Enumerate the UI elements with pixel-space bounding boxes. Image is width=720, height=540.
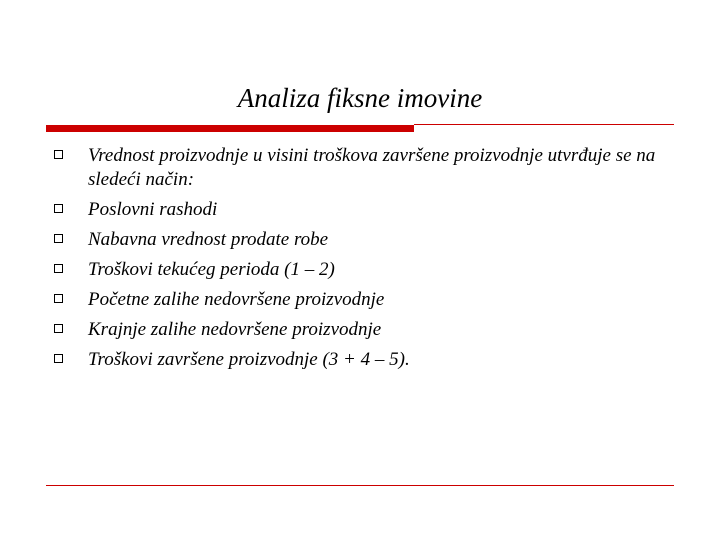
- title-divider-line: [414, 124, 674, 125]
- list-item: [52, 228, 672, 252]
- list-item-text: Troškovi završene proizvodnje (3 + 4 – 5).: [88, 349, 410, 370]
- hollow-square-bullet-icon: [54, 204, 63, 213]
- hollow-square-bullet-icon: [54, 234, 63, 243]
- hollow-square-bullet-icon: [54, 324, 63, 333]
- hollow-square-bullet-icon: [54, 354, 63, 363]
- bullet-list: [52, 144, 672, 378]
- title-accent-bar: [46, 125, 414, 132]
- hollow-square-bullet-icon: [54, 150, 63, 159]
- list-item: [52, 348, 672, 372]
- title-underline: [46, 119, 674, 129]
- list-item-text: Poslovni rashodi: [88, 199, 218, 220]
- hollow-square-bullet-icon: [54, 294, 63, 303]
- list-item-text: Početne zalihe nedovršene proizvodnje: [88, 289, 385, 310]
- list-item: [52, 318, 672, 342]
- list-item: [52, 144, 672, 192]
- list-item: [52, 198, 672, 222]
- slide-title: Analiza fiksne imovine: [237, 83, 483, 113]
- hollow-square-bullet-icon: [54, 264, 63, 273]
- list-item: [52, 258, 672, 282]
- list-item-text: Troškovi tekućeg perioda (1 – 2): [88, 259, 335, 280]
- list-item-text: Vrednost proizvodnje u visini troškova završene proizvodnje utvrđuje se na sledeći način:: [88, 145, 656, 190]
- list-item-text: Krajnje zalihe nedovršene proizvodnje: [88, 319, 382, 340]
- list-item-text: Nabavna vrednost prodate robe: [88, 229, 329, 250]
- list-item: [52, 288, 672, 312]
- footer-divider-line: [46, 485, 674, 486]
